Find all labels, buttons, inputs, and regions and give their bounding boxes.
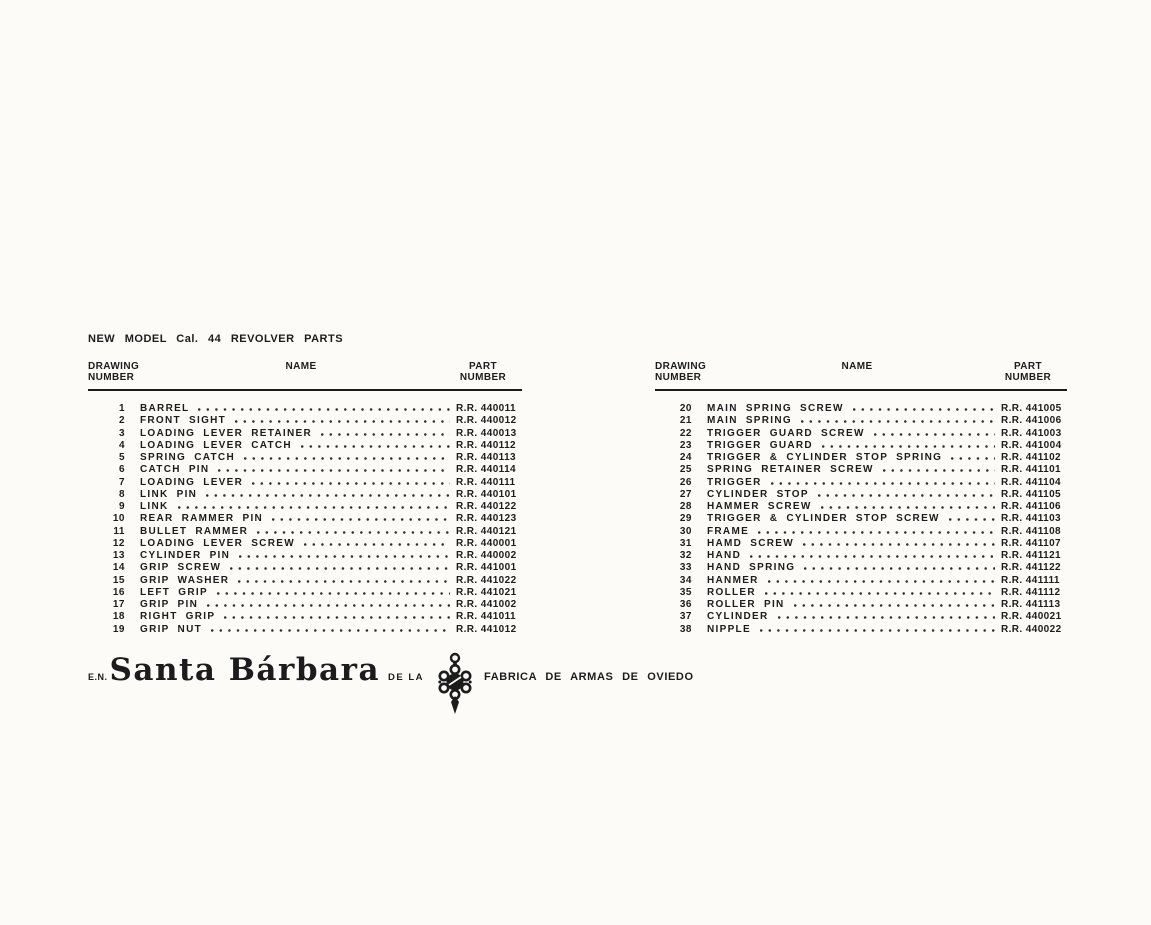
dot-leader (949, 518, 995, 521)
part-number: R.R. 440112 (456, 439, 516, 451)
table-header (655, 361, 1067, 383)
column-part-number (444, 361, 522, 383)
column-part-number (989, 361, 1067, 383)
part-number: R.R. 441101 (1001, 464, 1061, 476)
part-name: GRIP SCREW (140, 562, 222, 574)
drawing-number: 8 (118, 488, 125, 500)
santa-barbara-rosette-icon (438, 652, 472, 714)
parts-row (655, 624, 1067, 636)
dot-leader (853, 408, 995, 411)
part-number: R.R. 440012 (456, 415, 517, 427)
drawing-number: 28 (679, 501, 692, 512)
part-number: R.R. 441121 (1001, 550, 1061, 561)
part-name: HAMD SCREW (707, 537, 794, 549)
part-name: NIPPLE (707, 623, 751, 635)
part-number: R.R. 440122 (456, 501, 517, 512)
dot-leader (230, 567, 450, 570)
page-title: NEW MODEL Cal. 44 REVOLVER PARTS (88, 333, 344, 345)
drawing-number: 24 (679, 452, 692, 463)
parts-row (88, 562, 522, 574)
dot-leader (252, 482, 450, 485)
parts-row (655, 611, 1067, 623)
part-number: R.R. 441122 (1001, 562, 1061, 574)
dot-leader (760, 629, 995, 632)
parts-row (88, 587, 522, 599)
part-name: LINK (140, 501, 169, 512)
dot-leader (818, 494, 995, 497)
drawing-number: 12 (112, 537, 125, 549)
drawing-number: 23 (679, 439, 692, 451)
drawing-number: 36 (679, 599, 692, 610)
part-name: BULLET RAMMER (140, 525, 249, 537)
part-name: HANMER (707, 574, 759, 586)
parts-row (88, 464, 522, 476)
parts-row (655, 428, 1067, 440)
dot-leader (765, 592, 995, 595)
part-number: R.R. 440121 (456, 525, 517, 537)
parts-row (655, 440, 1067, 452)
parts-row (655, 501, 1067, 513)
parts-row (655, 575, 1067, 587)
logo-factory-name: FABRICA DE ARMAS DE OVIEDO (484, 671, 694, 683)
column-name: NAME (285, 361, 317, 372)
part-name: BARREL (140, 403, 190, 414)
dot-leader (301, 445, 450, 448)
column-drawing-number (655, 361, 725, 383)
part-name: FRAME (707, 525, 750, 537)
parts-row (655, 489, 1067, 501)
dot-leader (803, 543, 995, 546)
parts-row (655, 403, 1067, 415)
drawing-number: 4 (118, 439, 125, 451)
drawing-number: 16 (112, 586, 125, 598)
parts-row (88, 452, 522, 464)
drawing-number: 32 (679, 550, 692, 561)
drawing-number: 14 (112, 562, 125, 574)
dot-leader (951, 457, 995, 460)
dot-leader (778, 616, 995, 619)
part-name: GRIP WASHER (140, 574, 230, 586)
drawing-number: 31 (679, 537, 692, 549)
part-name: MAIN SPRING (707, 415, 792, 427)
part-name: HAMMER SCREW (707, 501, 812, 512)
column-label: NUMBER (88, 372, 135, 383)
part-number: R.R. 441022 (456, 574, 517, 586)
column-drawing-number (88, 361, 158, 383)
dot-leader (257, 531, 450, 534)
part-name: CYLINDER (707, 611, 769, 623)
logo-prefix: E.N. (88, 672, 108, 682)
column-label: NUMBER (459, 372, 507, 383)
drawing-number: 35 (679, 586, 692, 598)
part-name: TRIGGER GUARD SCREW (707, 427, 865, 439)
part-number: R.R. 441107 (1001, 537, 1061, 549)
drawing-number: 15 (112, 574, 125, 586)
part-number: R.R. 440002 (456, 550, 517, 561)
header-rule (88, 389, 522, 391)
drawing-number: 30 (679, 525, 692, 537)
dot-leader (218, 469, 450, 472)
dot-leader (272, 518, 450, 521)
part-number: R.R. 441105 (1001, 488, 1061, 500)
part-number: R.R. 440114 (456, 464, 516, 476)
drawing-number: 20 (679, 403, 692, 414)
parts-row (88, 575, 522, 587)
parts-row (88, 538, 522, 550)
parts-row (88, 550, 522, 562)
dot-leader (235, 420, 450, 423)
dot-leader (211, 629, 450, 632)
column-label: DRAWING (88, 361, 140, 372)
drawing-number: 7 (118, 476, 125, 488)
drawing-number: 5 (118, 452, 125, 463)
column-label: PART (468, 361, 498, 372)
part-name: GRIP PIN (140, 599, 199, 610)
dot-leader (207, 604, 450, 607)
part-number: R.R. 441102 (1001, 452, 1061, 463)
parts-row (88, 513, 522, 525)
parts-row (88, 440, 522, 452)
parts-row (88, 501, 522, 513)
dot-leader (768, 580, 995, 583)
dot-leader (821, 506, 995, 509)
part-number: R.R. 440001 (456, 537, 517, 549)
part-number: R.R. 441012 (456, 623, 517, 635)
dot-leader (771, 482, 995, 485)
parts-row (88, 599, 522, 611)
parts-table-left (88, 361, 522, 636)
part-number: R.R. 440022 (1001, 623, 1062, 635)
part-name: HAND (707, 550, 742, 561)
drawing-number: 25 (679, 464, 692, 476)
part-name: LINK PIN (140, 488, 198, 500)
dot-leader (244, 457, 450, 460)
part-number: R.R. 440113 (456, 452, 516, 463)
parts-row (88, 415, 522, 427)
part-name: MAIN SPRING SCREW (707, 403, 844, 414)
dot-leader (304, 543, 450, 546)
drawing-number: 22 (679, 427, 692, 439)
dot-leader (758, 531, 995, 534)
parts-row (655, 550, 1067, 562)
part-number: R.R. 441021 (456, 586, 517, 598)
part-name: LEFT GRIP (140, 586, 208, 598)
table-rows (655, 403, 1067, 636)
part-number: R.R. 440013 (456, 427, 517, 439)
part-number: R.R. 441111 (1001, 574, 1060, 586)
dot-leader (794, 604, 995, 607)
part-number: R.R. 441005 (1001, 403, 1062, 414)
parts-row (655, 513, 1067, 525)
parts-table-right (655, 361, 1067, 636)
part-number: R.R. 440021 (1001, 611, 1062, 623)
drawing-number: 21 (679, 415, 692, 427)
parts-row (655, 415, 1067, 427)
drawing-number: 6 (118, 464, 125, 476)
parts-row (88, 526, 522, 538)
table-header (88, 361, 522, 383)
drawing-number: 13 (112, 550, 125, 561)
parts-row (88, 477, 522, 489)
part-number: R.R. 440111 (456, 476, 516, 488)
parts-row (88, 624, 522, 636)
parts-row (88, 611, 522, 623)
part-number: R.R. 441106 (1001, 501, 1061, 512)
part-name: REAR RAMMER PIN (140, 513, 264, 525)
column-name: NAME (841, 361, 873, 372)
dot-leader (224, 616, 450, 619)
manufacturer-logo (88, 652, 694, 714)
logo-connector-text: DE LA (388, 672, 425, 683)
drawing-number: 37 (679, 611, 692, 623)
drawing-number: 1 (118, 403, 125, 414)
drawing-number: 29 (679, 513, 692, 525)
part-name: LOADING LEVER SCREW (140, 537, 295, 549)
parts-row (88, 489, 522, 501)
drawing-number: 19 (112, 623, 125, 635)
part-number: R.R. 441112 (1001, 586, 1061, 598)
column-label: PART (1013, 361, 1043, 372)
part-name: SPRING RETAINER SCREW (707, 464, 874, 476)
column-label: NUMBER (1004, 372, 1052, 383)
dot-leader (198, 408, 450, 411)
dot-leader (206, 494, 450, 497)
part-name: HAND SPRING (707, 562, 796, 574)
drawing-number: 17 (112, 599, 125, 610)
part-name: CYLINDER PIN (140, 550, 231, 561)
dot-leader (801, 420, 995, 423)
part-name: TRIGGER & CYLINDER STOP SPRING (707, 452, 943, 463)
part-number: R.R. 441113 (1001, 599, 1061, 610)
drawing-number: 38 (679, 623, 692, 635)
dot-leader (822, 445, 995, 448)
part-name: TRIGGER GUARD (707, 439, 813, 451)
parts-row (88, 403, 522, 415)
drawing-number: 2 (118, 415, 125, 427)
part-number: R.R. 441003 (1001, 427, 1062, 439)
drawing-number: 11 (113, 525, 125, 537)
parts-row (655, 538, 1067, 550)
dot-leader (874, 433, 995, 436)
dot-leader (804, 567, 995, 570)
part-number: R.R. 441104 (1001, 476, 1061, 488)
part-name: RIGHT GRIP (140, 611, 216, 623)
part-number: R.R. 441103 (1001, 513, 1061, 525)
parts-row (655, 587, 1067, 599)
table-rows (88, 403, 522, 636)
part-name: GRIP NUT (140, 623, 202, 635)
part-name: CATCH PIN (140, 464, 210, 476)
part-number: R.R. 441002 (456, 599, 517, 610)
dot-leader (321, 433, 450, 436)
drawing-number: 3 (118, 427, 125, 439)
drawing-number: 10 (112, 513, 125, 525)
part-name: ROLLER PIN (707, 599, 785, 610)
part-name: TRIGGER (707, 476, 762, 488)
part-name: CYLINDER STOP (707, 488, 809, 500)
parts-row (655, 599, 1067, 611)
drawing-number: 33 (679, 562, 692, 574)
drawing-number: 9 (118, 501, 125, 512)
dot-leader (217, 592, 450, 595)
part-name: LOADING LEVER (140, 476, 244, 488)
parts-row (88, 428, 522, 440)
parts-row (655, 526, 1067, 538)
drawing-number: 27 (679, 488, 692, 500)
part-number: R.R. 441006 (1001, 415, 1062, 427)
part-number: R.R. 440123 (456, 513, 517, 525)
part-name: LOADING LEVER RETAINER (140, 427, 312, 439)
part-number: R.R. 440011 (456, 403, 516, 414)
dot-leader (750, 555, 995, 558)
parts-row (655, 477, 1067, 489)
part-name: TRIGGER & CYLINDER STOP SCREW (707, 513, 940, 525)
drawing-number: 34 (679, 574, 692, 586)
dot-leader (238, 580, 450, 583)
part-name: SPRING CATCH (140, 452, 235, 463)
header-rule (655, 389, 1067, 391)
part-name: FRONT SIGHT (140, 415, 227, 427)
part-number: R.R. 441011 (456, 611, 516, 623)
part-number: R.R. 441108 (1001, 525, 1061, 537)
column-label: DRAWING (655, 361, 707, 372)
part-number: R.R. 440101 (456, 488, 517, 500)
parts-row (655, 452, 1067, 464)
parts-row (655, 464, 1067, 476)
dot-leader (178, 506, 450, 509)
dot-leader (883, 469, 995, 472)
parts-row (655, 562, 1067, 574)
drawing-number: 18 (112, 611, 125, 623)
logo-brand-name: Santa Bárbara (109, 652, 381, 688)
part-name: ROLLER (707, 586, 756, 598)
part-number: R.R. 441001 (456, 562, 517, 574)
dot-leader (239, 555, 450, 558)
part-name: LOADING LEVER CATCH (140, 439, 292, 451)
part-number: R.R. 441004 (1001, 439, 1062, 451)
drawing-number: 26 (679, 476, 692, 488)
column-label: NUMBER (655, 372, 702, 383)
